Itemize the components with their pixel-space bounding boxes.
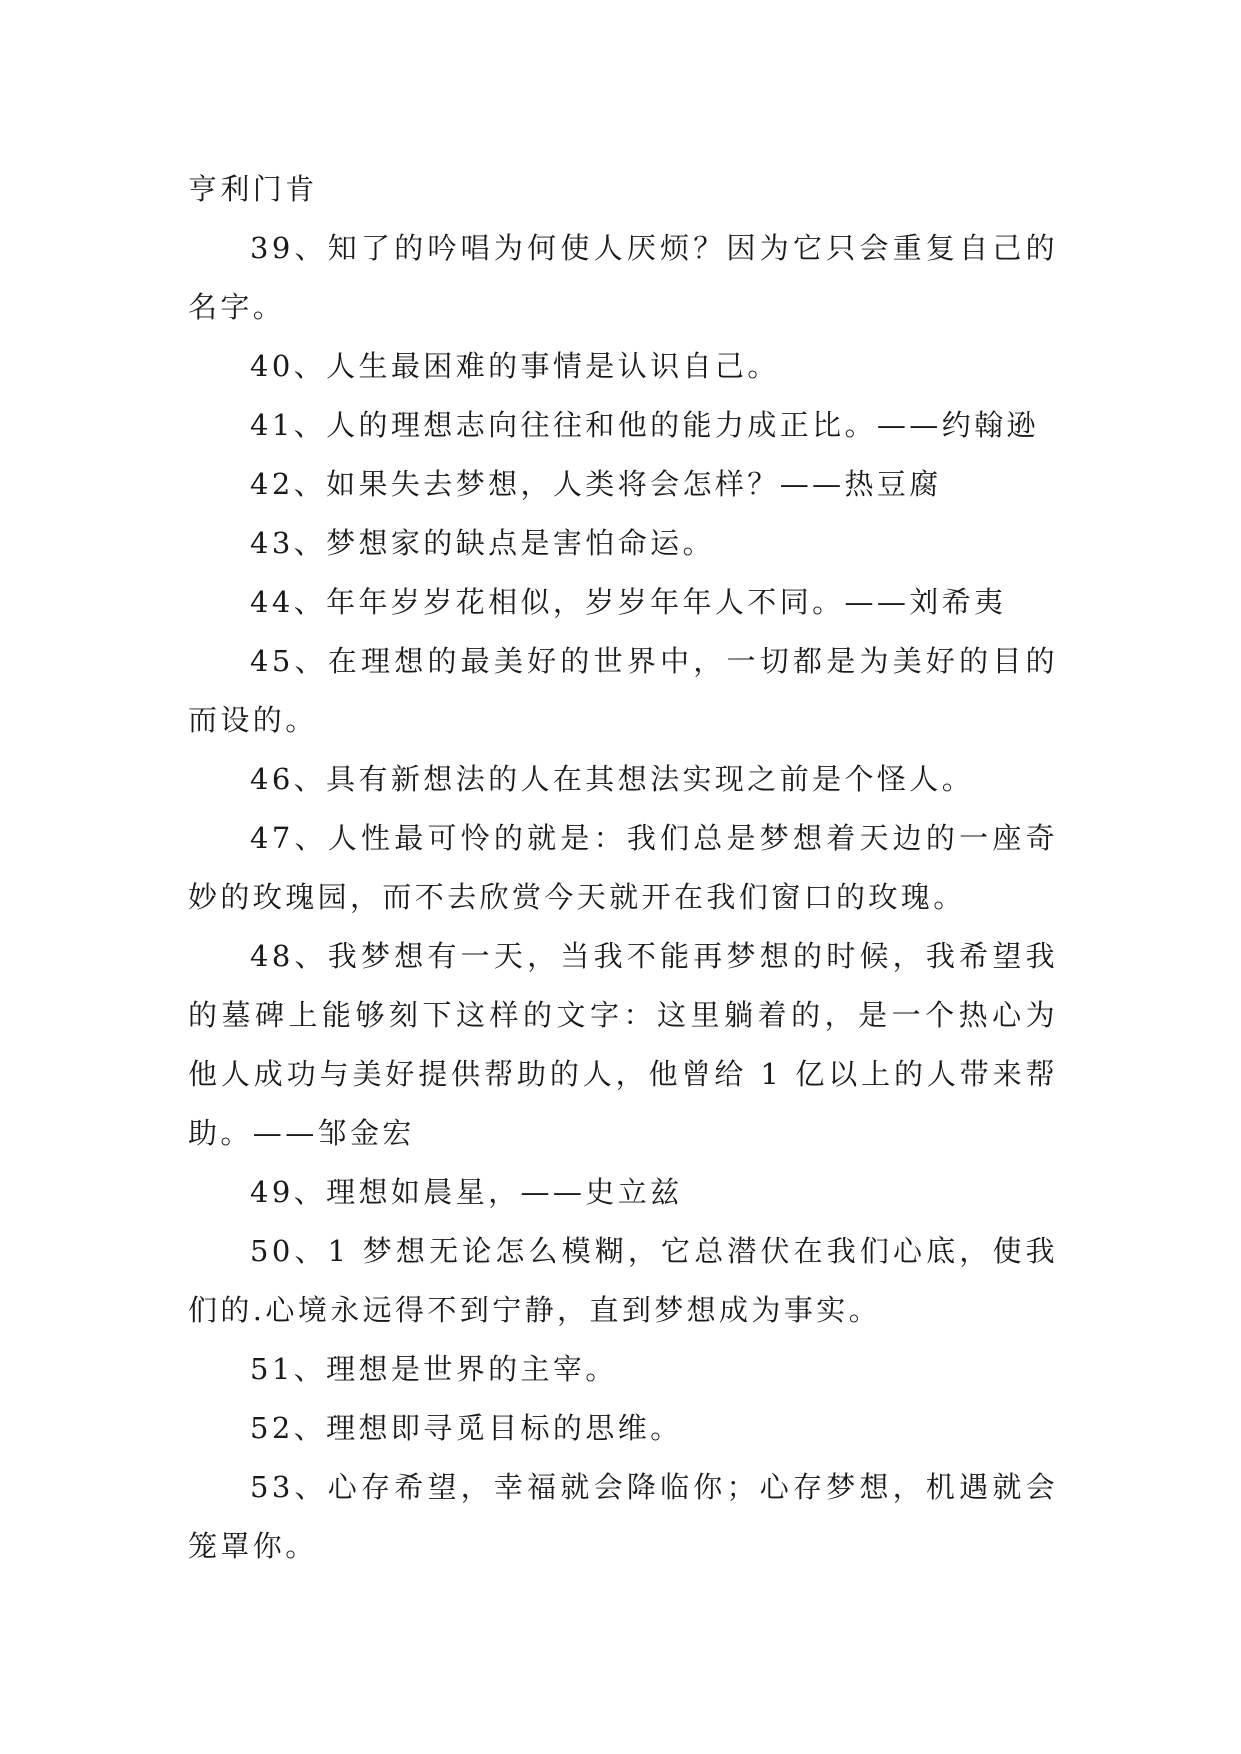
paragraph: 52、理想即寻觅目标的思维。 xyxy=(250,1411,683,1445)
paragraph: 48、我梦想有一天，当我不能再梦想的时候，我希望我的墓碑上能够刻下这样的文字：这里躺着的，是一个热心为他人成功与美好提供帮助的人，他曾给 1 亿以上的人带来帮助。——邹金宏 xyxy=(188,939,1058,1150)
paragraph: 44、年年岁岁花相似，岁岁年年人不同。——刘希夷 xyxy=(250,585,1007,619)
document-body xyxy=(188,160,1058,1576)
paragraph: 39、知了的吟唱为何使人厌烦？因为它只会重复自己的名字。 xyxy=(188,231,1058,324)
paragraph: 45、在理想的最美好的世界中，一切都是为美好的目的而设的。 xyxy=(188,644,1058,737)
paragraph: 亨利门肯 xyxy=(188,172,318,206)
paragraph: 42、如果失去梦想，人类将会怎样？——热豆腐 xyxy=(250,467,942,501)
paragraph: 40、人生最困难的事情是认识自己。 xyxy=(250,349,780,383)
paragraph: 47、人性最可怜的就是：我们总是梦想着天边的一座奇妙的玫瑰园，而不去欣赏今天就开在我们窗口的玫瑰。 xyxy=(188,821,1058,914)
paragraph: 41、人的理想志向往往和他的能力成正比。——约翰逊 xyxy=(250,408,1039,442)
paragraph: 46、具有新想法的人在其想法实现之前是个怪人。 xyxy=(250,762,975,796)
paragraph: 51、理想是世界的主宰。 xyxy=(250,1352,618,1386)
paragraph: 49、理想如晨星，——史立兹 xyxy=(250,1175,683,1209)
paragraph: 43、梦想家的缺点是害怕命运。 xyxy=(250,526,715,560)
paragraph: 50、1 梦想无论怎么模糊，它总潜伏在我们心底，使我们的.心境永远得不到宁静，直到梦想成为事实。 xyxy=(188,1234,1058,1327)
paragraph: 53、心存希望，幸福就会降临你；心存梦想，机遇就会笼罩你。 xyxy=(188,1470,1058,1563)
